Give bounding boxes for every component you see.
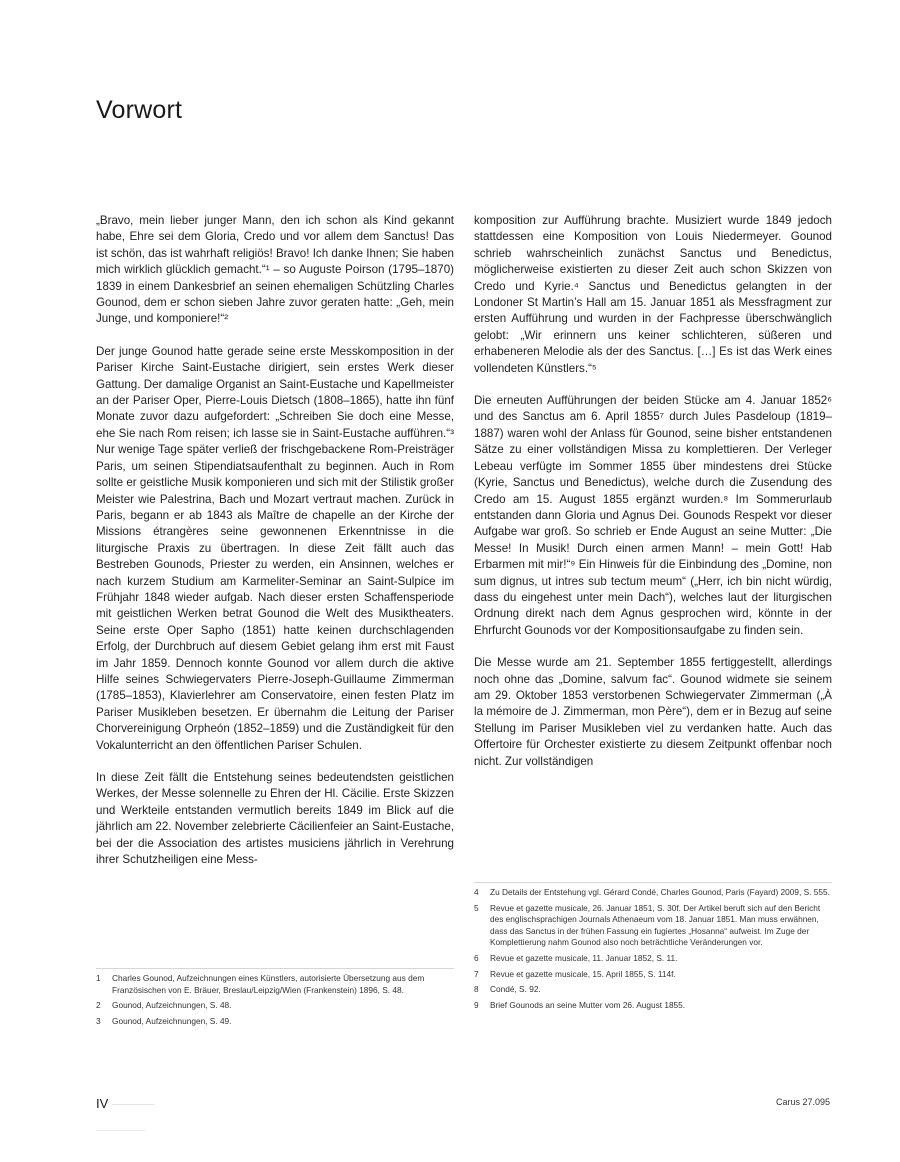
page-number: IV	[96, 1096, 109, 1111]
footnote-number: 4	[474, 887, 479, 897]
footnote	[474, 984, 832, 996]
footnote	[474, 887, 832, 899]
footnote-text: Gounod, Aufzeichnungen, S. 49.	[112, 1015, 232, 1026]
footnote-number: 8	[474, 984, 479, 995]
footnote-text: Revue et gazette musicale, 11. Januar 1852, S. 11.	[490, 952, 678, 963]
footnote-number: 2	[96, 1000, 101, 1011]
paragraph: „Bravo, mein lieber junger Mann, den ich schon als Kind gekannt habe, Ehre sei dem Gloria, Credo und vor allem dem Sanctus! Das ist schön, das ist wahrhaft religiös! Bravo! Ich danke Ihnen; Sie haben mich wirklich glücklich gemacht.“¹ – so Auguste Poirson (1795–1870) 1839 in einem Dankesbrief an seinen ehemaligen Schützling Charles Gounod, dem er schon sieben Jahre zuvor geraten hatte: „Geh, mein Junge, und komponiere!“²	[96, 214, 454, 326]
footnote	[474, 953, 832, 965]
footer-divider	[96, 1130, 146, 1131]
footnote-text: Zu Details der Entstehung vgl. Gérard Condé, Charles Gounod, Paris (Fayard) 2009, S. 555.	[490, 887, 830, 897]
footnote-text: Condé, S. 92.	[490, 984, 541, 995]
paragraph: komposition zur Aufführung brachte. Musiziert wurde 1849 jedoch stattdessen eine Komposition von Louis Niedermeyer. Gounod schrieb wahrscheinlich zunächst Sanctus und Benedictus, möglicherweise existierten zu dieser Zeit auch schon Skizzen von Credo und Kyrie.⁴ Sanctus und Benedictus gelangten in der Londoner St Martin’s Hall am 15. Januar 1851 als Messfragment zur ersten Aufführung und wurden in der Fachpresse überschwänglich gelobt: „Wir erinnern uns keiner schlichteren, süßeren und erhabeneren Melodie als der des Sanctus. […] Es ist das Werk eines vollendeten Künstlers.“⁵	[474, 214, 832, 375]
footnote	[474, 903, 832, 949]
footnote-text: Charles Gounod, Aufzeichnungen eines Künstlers, autorisierte Übersetzung aus dem Französischen von E. Bräuer, Breslau/Leipzig/Wien (Frankenstein) 1896, S. 48.	[112, 973, 425, 995]
footnote-number: 7	[474, 968, 479, 979]
paragraph: Die Messe wurde am 21. September 1855 fertiggestellt, allerdings noch ohne das „Domine, salvum fac“. Gounod widmete sie seinem am 29. Oktober 1853 verstorbenen Schwiegervater Zimmerman („À la mémoire de J. Zimmerman, mon Père“), dem er in Bezug auf seine Stellung im Pariser Musikleben viel zu verdanken hatte. Auch das Offertoire für Orchester existierte zu diesem Zeitpunkt offenbar noch nicht. Zur vollständigen	[474, 656, 832, 768]
footnotes-left	[96, 968, 454, 1031]
catalog-number: Carus 27.095	[775, 1097, 830, 1107]
page-title: Vorwort	[96, 96, 183, 124]
footnotes-right	[474, 882, 832, 1015]
footnote	[96, 1016, 454, 1028]
paragraph: Der junge Gounod hatte gerade seine erste Messkomposition in der Pariser Kirche Saint-Eustache dirigiert, sein erstes Werk dieser Gattung. Der damalige Organist an Saint-Eustache und Kapellmeister an der Pariser Oper, Pierre-Louis Dietsch (1808–1865), hatte ihn fünf Monate zuvor dazu aufgefordert: „Schreiben Sie doch eine Messe, ehe Sie nach Rom reisen; ich lasse sie in Saint-Eustache aufführen.“³ Nur wenige Tage später verließ der frischgebackene Rom-Preisträger Paris, um seinen Stipendiatsaufenthalt zu beginnen. Auch in Rom sollte er geistliche Musik komponieren und sich mit der Stilistik großer Meister wie Palestrina, Bach und Mozart vertraut machen. Zurück in Paris, begann er ab 1843 als Maître de chapelle an der Kirche der Missions étrangères seine gewonnenen Erkenntnisse in die liturgische Praxis zu übertragen. In diese Zeit fällt auch das Bestreben Gounods, Priester zu werden, ein Ansinnen, welches er nach kurzem Studium am Karmeliter-Seminar an Saint-Sulpice im Frühjahr 1848 wieder aufgab. Nach dieser ersten Schaffensperiode mit geistlichen Werken betrat Gounod die Welt des Musiktheaters. Seine erste Oper Sapho (1851) hatte keinen durchschlagenden Erfolg, der Durchbruch auf diesem Gebiet gelang ihm erst mit Faust im Jahr 1859. Dennoch konnte Gounod vor allem durch die aktive Hilfe seines Schwiegervaters Pierre-Joseph-Guillaume Zimmerman (1785–1853), Klavierlehrer am Conservatoire, einen festen Platz im Pariser Musikleben besetzen. Er übernahm die Leitung der Pariser Chorvereinigung Orpheón (1852–1859) und die Zuständigkeit für den Vokalunterricht an den öffentlichen Pariser Schulen.	[96, 344, 454, 752]
footnote-number: 3	[96, 1015, 101, 1026]
footnote	[96, 1000, 454, 1012]
footnote-text: Revue et gazette musicale, 15. April 1855, S. 114f.	[490, 968, 676, 979]
footnote-number: 6	[474, 952, 479, 963]
footnote-number: 1	[96, 973, 101, 983]
footnote-text: Revue et gazette musicale, 26. Januar 1851, S. 30f. Der Artikel beruft sich auf den Bericht des englischsprachigen Journals Athenaeum vom 18. Januar 1851. Man muss erwähnen, dass das Sanctus in der frühen Fassung ein fugiertes „Hosanna“ aufweist. Im Zuge der Komplettierung nahm Gounod also noch beträchtliche Veränderungen vor.	[490, 902, 821, 948]
body-column-left	[96, 213, 454, 884]
footnote-text: Gounod, Aufzeichnungen, S. 48.	[112, 1000, 232, 1011]
footnote-number: 9	[474, 999, 479, 1010]
paragraph: In diese Zeit fällt die Entstehung seines bedeutendsten geistlichen Werkes, der Messe solennelle zu Ehren der Hl. Cäcilie. Erste Skizzen und Werkteile entstanden vermutlich bereits 1849 im Blick auf die jährlich am 22. November zelebrierte Cäcilienfeier an Saint-Eustache, bei der die Association des artistes musiciens jährlich in Verehrung ihrer Schutzheiligen eine Mess-	[96, 771, 454, 867]
footnote	[96, 973, 454, 996]
body-column-right	[474, 213, 832, 786]
footnote-text: Brief Gounods an seine Mutter vom 26. August 1855.	[490, 999, 686, 1010]
footnote	[474, 1000, 832, 1012]
paragraph: Die erneuten Aufführungen der beiden Stücke am 4. Januar 1852⁶ und des Sanctus am 6. April 1855⁷ durch Jules Pasdeloup (1819–1887) waren wohl der Anlass für Gounod, seine bisher entstandenen Sätze zu einer vollständigen Missa zu komplettieren. Der Verleger Lebeau verfügte im Sommer 1855 über mindestens drei Stücke (Kyrie, Sanctus und Benedictus), welche durch die Zusendung des Credo am 15. August 1855 ergänzt wurden.⁸ Im Sommerurlaub entstanden dann Gloria und Agnus Dei. Gounods Respekt vor dieser Aufgabe war groß. So schrieb er Ende August an seine Mutter: „Die Messe! In Musik! Durch einen armen Mann! – mein Gott! Hab Erbarmen mit mir!“⁹ Ein Hinweis für die Einbindung des „Domine, non sum dignus, ut intres sub tectum meum“ („Herr, ich bin nicht würdig, dass du eingehest unter mein Dach“), welches laut der liturgischen Ordnung direkt nach dem Agnus gesprochen wird, könnte in der Ehrfurcht Gounods vor der Kompositionsaufgabe zu finden sein.	[474, 394, 832, 637]
page-number-divider	[112, 1104, 154, 1105]
footnote	[474, 969, 832, 981]
footnote-number: 5	[474, 902, 479, 913]
